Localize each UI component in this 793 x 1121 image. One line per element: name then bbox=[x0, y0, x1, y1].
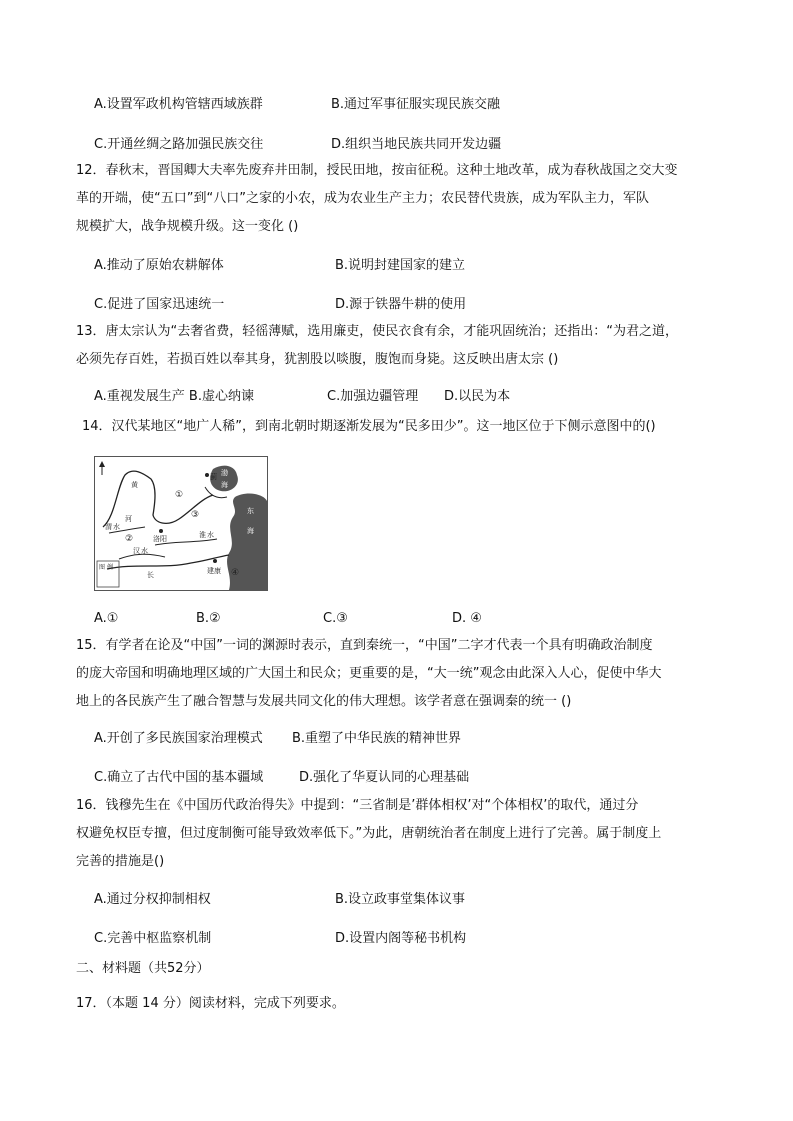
map-label-east-sea: 海 bbox=[247, 527, 254, 535]
q14-stem-line1: 14．汉代某地区“地广人稀”，到南北朝时期逐渐发展为“民多田少”。这一地区位于下侧示意图中的() bbox=[82, 419, 656, 434]
q16-option-c: C.完善中枢监察机制 bbox=[94, 931, 212, 946]
map-label-ji: 蓟 bbox=[210, 473, 217, 481]
q13-stem-line1: 13．唐太宗认为“去奢省费，轻徭薄赋，选用廉吏，使民衣食有余，才能巩固统治；还指出：“为君之道， bbox=[76, 324, 679, 339]
map-legend-tu: 图 bbox=[99, 564, 106, 571]
q17-stem: 17．（本题 14 分）阅读材料，完成下列要求。 bbox=[76, 996, 345, 1011]
map-label-huang: 黄 bbox=[131, 481, 138, 489]
map-marker-4: ④ bbox=[231, 568, 240, 578]
q16-stem-line3: 完善的措施是() bbox=[76, 854, 165, 869]
q16-option-b: B.设立政事堂集体议事 bbox=[335, 892, 466, 907]
q14-option-c: C.③ bbox=[323, 611, 348, 626]
map-label-jiankang: 建康 bbox=[207, 567, 221, 575]
q12-stem-line3: 规模扩大，战争规模升级。这一变化 () bbox=[76, 219, 299, 234]
map-label-han: 汉 bbox=[133, 547, 140, 555]
q15-option-c: C.确立了古代中国的基本疆域 bbox=[94, 770, 264, 785]
q16-option-a: A.通过分权抑制相权 bbox=[94, 892, 211, 907]
q11-option-a: A.设置军政机构管辖西域族群 bbox=[94, 97, 263, 112]
q16-stem-line1: 16．钱穆先生在《中国历代政治得失》中提到：“三省制是’群体相权’对“个体相权’的取代，通过分 bbox=[76, 798, 639, 813]
map-label-wei: 渭 bbox=[105, 523, 112, 531]
q15-stem-line1: 15．有学者在论及“中国”一词的渊源时表示，直到秦统一，“中国”二字才代表一个具有明确政治制度 bbox=[76, 638, 653, 653]
q13-option-d: D.以民为本 bbox=[444, 389, 511, 404]
q14-option-a: A.① bbox=[94, 611, 119, 626]
map-label-dong: 东 bbox=[247, 507, 254, 515]
map-label-luoyang: 洛阳 bbox=[153, 535, 167, 543]
map-marker-1: ① bbox=[175, 490, 184, 500]
q15-stem-line3: 地上的各民族产生了融合智慧与发展共同文化的伟大理想。该学者意在强调秦的统一 () bbox=[76, 694, 572, 709]
section-two-title: 二、材料题（共52分） bbox=[76, 961, 210, 976]
map-label-han-shui: 水 bbox=[141, 547, 148, 555]
q12-stem-line2: 革的开端，使“五口”到“八口”之家的小农，成为农业生产主力；农民替代贵族，成为军队主力，军队 bbox=[76, 191, 649, 206]
q12-stem-line1: 12．春秋末，晋国卿大夫率先废弃井田制，授民田地，按亩征税。这种土地改革，成为春秋战国之交大变 bbox=[76, 163, 678, 178]
q16-stem-line2: 权避免权臣专擅，但过度制衡可能导致效率低下。”为此，唐朝统治者在制度上进行了完善。属于制度上 bbox=[76, 826, 662, 841]
q11-option-d: D.组织当地民族共同开发边疆 bbox=[331, 137, 502, 152]
q15-option-d: D.强化了华夏认同的心理基础 bbox=[299, 770, 470, 785]
q12-option-b: B.说明封建国家的建立 bbox=[335, 258, 466, 273]
q15-option-a: A.开创了多民族国家治理模式 bbox=[94, 731, 263, 746]
map-marker-2: ② bbox=[125, 534, 134, 544]
q12-option-d: D.源于铁器牛耕的使用 bbox=[335, 297, 467, 312]
map-legend-li: 例 bbox=[107, 564, 114, 571]
map-label-bohai-sea: 海 bbox=[221, 481, 228, 489]
q13-option-ab: A.重视发展生产 B.虚心纳谏 bbox=[94, 389, 254, 404]
q11-option-b: B.通过军事征服实现民族交融 bbox=[331, 97, 501, 112]
q14-option-b: B.② bbox=[196, 611, 221, 626]
map-label-chang: 长 bbox=[147, 571, 154, 579]
map-label-huai: 淮 bbox=[199, 531, 206, 539]
q13-stem-line2: 必须先存百姓，若损百姓以奉其身，犹割股以啖腹，腹饱而身毙。这反映出唐太宗 () bbox=[76, 352, 559, 367]
map-label-huai-shui: 水 bbox=[207, 531, 214, 539]
q11-option-c: C.开通丝绸之路加强民族交往 bbox=[94, 137, 264, 152]
q14-sketch-map bbox=[94, 456, 268, 591]
map-label-wei-shui: 水 bbox=[113, 523, 120, 531]
map-label-bo: 渤 bbox=[221, 469, 228, 477]
q13-option-c: C.加强边疆管理 bbox=[327, 389, 419, 404]
q14-option-d: D. ④ bbox=[452, 611, 482, 626]
q15-option-b: B.重塑了中华民族的精神世界 bbox=[292, 731, 462, 746]
map-marker-3: ③ bbox=[191, 510, 200, 520]
q16-option-d: D.设置内阁等秘书机构 bbox=[335, 931, 467, 946]
q15-stem-line2: 的庞大帝国和明确地理区域的广大国土和民众；更重要的是，“大一统”观念由此深入人心，促使中华大 bbox=[76, 666, 662, 681]
q12-option-c: C.促进了国家迅速统一 bbox=[94, 297, 225, 312]
map-label-he: 河 bbox=[125, 515, 132, 523]
q12-option-a: A.推动了原始农耕解体 bbox=[94, 258, 224, 273]
